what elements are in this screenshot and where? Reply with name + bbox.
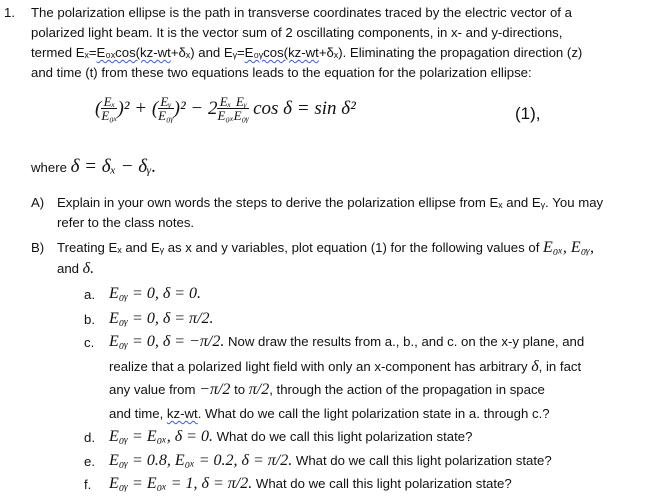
item-d-text: What do we call this light polarization state? [212,429,473,444]
eq-sq-1: )² + ( [117,97,159,119]
item-f-math: E₀ᵧ = E₀ₓ = 1, δ = π/2. [109,475,253,492]
item-b-math: E₀ᵧ = 0, δ = π/2. [109,310,214,327]
ellipse-equation [95,95,356,135]
ex-expression: E₀ₓcos(kz-wt [96,45,171,60]
item-c-l3-c: , through the action of the propagation in space [269,382,545,397]
item-e-text: What do we call this light polarization state? [292,453,552,468]
item-e-math: E₀ᵧ = 0.8, E₀ₓ = 0.2, δ = π/2. [109,452,293,469]
item-c-l4-a: and time, [109,406,167,421]
item-c-l2-text: realize that a polarized light field with only an x-component has arbitrary [109,359,532,374]
intro-line-3-c: +δₓ) and Eᵧ= [170,45,245,60]
part-b-line-2 [57,260,94,278]
part-b-and: and [57,261,83,276]
eq-frac-3: $\frac{\text{Eₓ}}{\text{E₀ₓ}}$ [217,94,234,123]
item-c-l3-m1: −π/2 [199,381,231,398]
where-line [31,158,156,177]
item-c-label: c. [84,335,95,350]
item-a-label: a. [84,287,95,302]
item-d-math: E₀ᵧ = E₀ₓ, δ = 0. [109,428,213,445]
item-e-label: e. [84,454,95,469]
item-c-l3-a: any value from [109,382,200,397]
item-c-l3-m2: π/2 [248,381,270,398]
item-f-line [109,475,512,493]
intro-line-3 [31,44,582,62]
item-f-text: What do we call this light polarization state? [252,476,512,491]
part-b-delta: δ. [82,260,95,277]
item-d-line [109,428,472,446]
part-a-label: A) [31,195,45,210]
intro-line-2: polarized light beam. It is the vector sum of 2 oscillating components, in x- and y-directions, [31,25,563,40]
item-c-line-2 [109,358,581,376]
item-c-line-4 [109,405,550,423]
item-c-line-3 [109,381,545,399]
eq-frac-2: $\frac{\text{Eᵧ}}{\text{E₀ᵧ}}$ [158,94,174,123]
item-c-l4-kzwt: kz-wt [166,406,198,421]
eq-frac-1: $\frac{\text{Eₓ}}{\text{E₀ₓ}}$ [101,94,118,123]
part-b-label: B) [31,240,45,255]
eq-lparen: ( [95,97,102,119]
item-c-l2-end: , in fact [538,359,582,374]
intro-line-4: and time (t) from these two equations leads to the equation for the polarization ellipse: [31,65,532,80]
item-f-label: f. [84,477,92,492]
where-label: where [31,160,71,175]
part-a-line-2: refer to the class notes. [57,215,195,230]
part-a-line-1: Explain in your own words the steps to derive the polarization ellipse from Eₓ and Eᵧ. You may [57,195,604,210]
eq-frac-4: $\frac{\text{Eᵧ}}{\text{E₀ᵧ}}$ [233,94,250,123]
intro-line-3-a: termed Eₓ= [31,45,97,60]
item-a-math: E₀ᵧ = 0, δ = 0. [109,285,202,302]
delta-definition: δ = δₓ − δᵧ. [70,156,157,177]
part-b-math: E₀ₓ, E₀ᵧ, [543,239,594,256]
item-c-l4-c: . What do we call the light polarization state in a. through c.? [197,406,550,421]
intro-line-3-e: +δₓ). Eliminating the propagation direction (z) [318,45,583,60]
eq-sq-2: )² − 2 [173,97,218,119]
item-d-label: d. [84,430,95,445]
eq-rhs: cos δ = sin δ² [253,97,356,119]
intro-line-1: The polarization ellipse is the path in transverse coordinates traced by the electric vector of a [31,5,572,20]
item-b-label: b. [84,312,95,327]
part-b-text: Treating Eₓ and Eᵧ as x and y variables, plot equation (1) for the following values of [57,240,544,255]
item-c-l3-b: to [230,382,249,397]
item-e-line [109,452,552,470]
item-c-math: E₀ᵧ = 0, δ = −π/2. [109,333,225,350]
equation-number: (1), [515,104,541,123]
question-number: 1. [4,5,15,20]
item-c-line-1 [109,333,584,351]
item-c-text: Now draw the results from a., b., and c. on the x-y plane, and [224,334,585,349]
ey-expression: E₀ᵧcos(kz-wt [244,45,319,60]
item-c-l2-delta: δ [531,358,539,375]
part-b-line-1 [57,239,594,257]
